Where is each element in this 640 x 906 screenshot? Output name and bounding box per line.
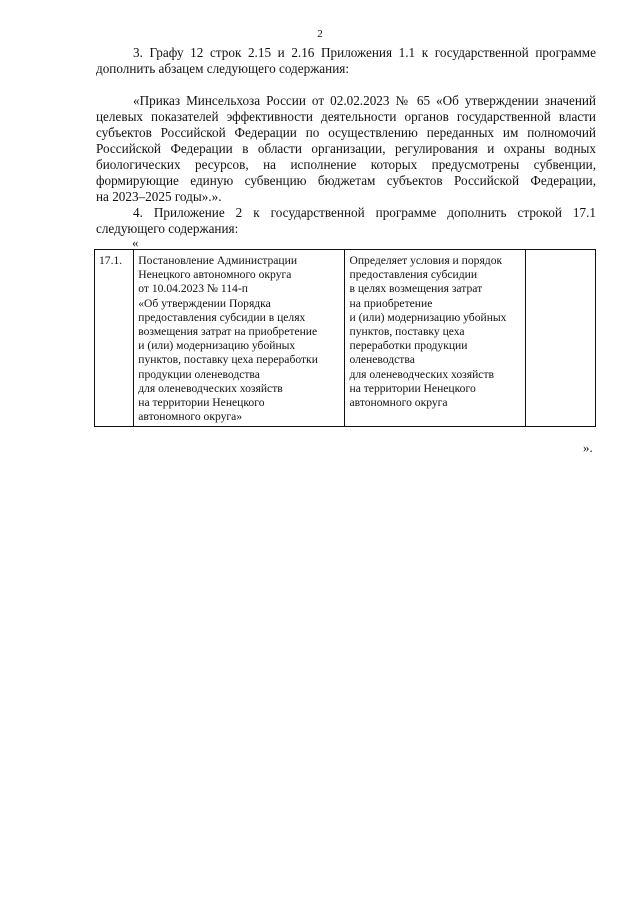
empty-cell bbox=[525, 250, 595, 427]
quote-line: на 2023–2025 годы».». bbox=[96, 189, 222, 204]
document-description-line: переработки продукции bbox=[349, 339, 468, 353]
document-title-cell bbox=[134, 250, 345, 427]
opening-quote-mark: « bbox=[132, 235, 139, 250]
document-title-line: для оленеводческих хозяйств bbox=[138, 381, 283, 395]
row-number: 17.1. bbox=[99, 254, 123, 267]
document-title-line: продукции оленеводства bbox=[138, 367, 260, 381]
appendix-row-table bbox=[94, 249, 596, 427]
document-title-line: «Об утверждении Порядка bbox=[138, 296, 271, 310]
quote-line: целевых показателей эффективности деятельности органов государственной власти bbox=[96, 109, 596, 124]
document-title-line: автономного округа» bbox=[138, 410, 243, 424]
item-3-line: 3. Графу 12 строк 2.15 и 2.16 Приложения 1.1 к государственной программе bbox=[133, 45, 596, 60]
document-description-line: предоставления субсидии bbox=[349, 268, 478, 282]
quote-paragraph bbox=[96, 93, 596, 205]
row-number-cell bbox=[95, 250, 134, 427]
document-title-line: возмещения затрат на приобретение bbox=[138, 325, 318, 339]
document-title-line: пунктов, поставку цеха переработки bbox=[138, 353, 318, 367]
quote-line: Российской Федерации в области организации, регулирования и охраны водных bbox=[96, 141, 596, 156]
table-row bbox=[95, 250, 596, 427]
document-description-line: в целях возмещения затрат bbox=[349, 282, 483, 296]
closing-quote-mark: ». bbox=[583, 440, 593, 455]
item-4-line: 4. Приложение 2 к государственной программе дополнить строкой 17.1 bbox=[133, 205, 596, 220]
item-3-line: дополнить абзацем следующего содержания: bbox=[96, 61, 350, 76]
document-description-line: на приобретение bbox=[349, 296, 433, 310]
document-title-line: и (или) модернизацию убойных bbox=[138, 339, 296, 353]
quote-line: «Приказ Минсельхоза России от 02.02.2023 № 65 «Об утверждении значений bbox=[133, 93, 596, 108]
document-title-line: на территории Ненецкого bbox=[138, 396, 265, 410]
document-description-line: автономного округа bbox=[349, 396, 448, 410]
quote-line: формирующие единую субвенцию бюджетам субъектов Российской Федерации, bbox=[96, 173, 596, 188]
document-description-line: и (или) модернизацию убойных bbox=[349, 310, 507, 324]
document-title-line: от 10.04.2023 № 114-п bbox=[138, 282, 248, 296]
item-4-line: следующего содержания: bbox=[96, 221, 239, 236]
document-title-line: предоставления субсидии в целях bbox=[138, 310, 306, 324]
document-description-line: на территории Ненецкого bbox=[349, 381, 476, 395]
document-title-line: Ненецкого автономного округа bbox=[138, 268, 292, 282]
document-description-line: Определяет условия и порядок bbox=[349, 254, 503, 267]
document-title-line: Постановление Администрации bbox=[138, 254, 298, 267]
page-number: 2 bbox=[317, 28, 323, 40]
document-description-line: для оленеводческих хозяйств bbox=[349, 367, 494, 381]
document-description-cell bbox=[345, 250, 525, 427]
quote-line: субъектов Российской Федерации по осуществлению переданных им полномочий bbox=[96, 125, 596, 140]
quote-line: биологических ресурсов, на исполнение которых предусмотрены субвенции, bbox=[96, 157, 596, 172]
document-description-line: оленеводства bbox=[349, 353, 415, 367]
item-4-paragraph bbox=[96, 205, 596, 237]
document-description-line: пунктов, поставку цеха bbox=[349, 325, 465, 339]
item-3-paragraph bbox=[96, 45, 596, 77]
